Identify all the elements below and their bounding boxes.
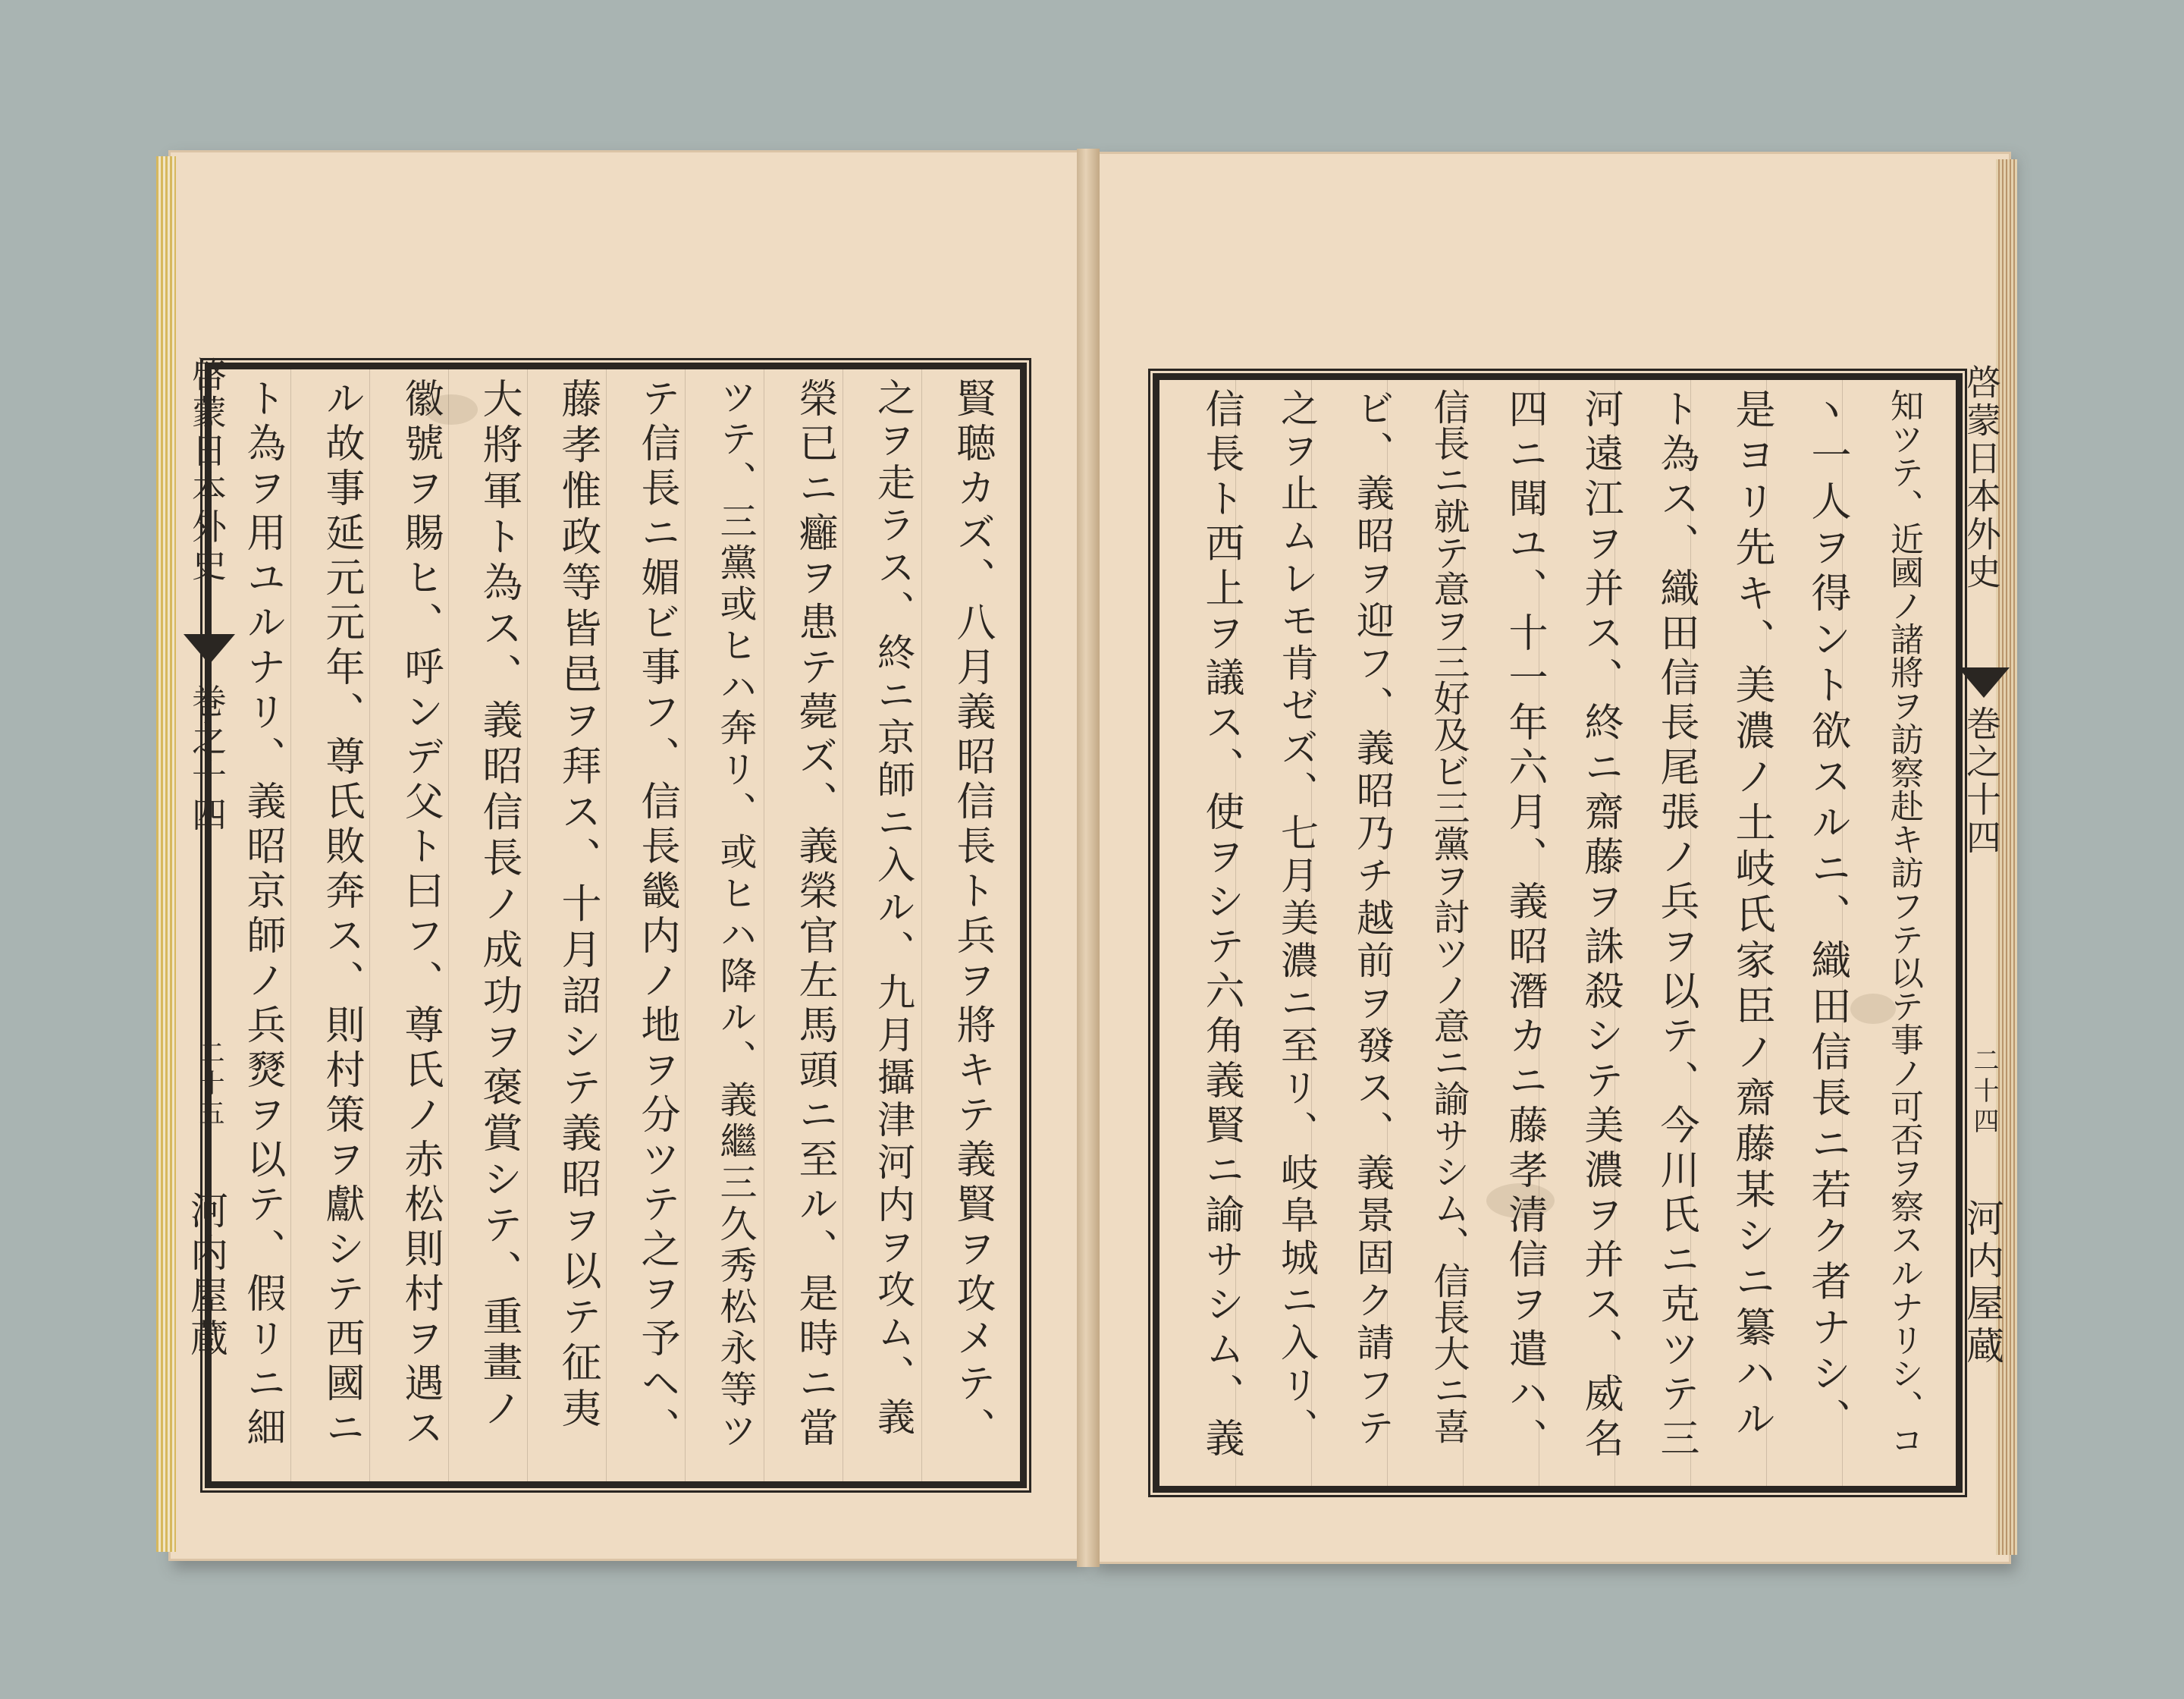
- text-column: 賢聴カズ、八月義昭信長ト兵ヲ將キテ義賢ヲ攻メテ、: [949, 378, 995, 1452]
- text-column: ト為ス、織田信長尾張ノ兵ヲ以テ、今川氏ニ克ツテ三: [1653, 388, 1699, 1462]
- left-page-edge: [156, 156, 176, 1552]
- text-column: ル故事延元元年、尊氏敗奔ス、則村策ヲ獻シテ西國ニ: [318, 378, 364, 1452]
- text-column: 之ヲ走ラス、終ニ京師ニ入ル、九月攝津河内ヲ攻ム、義: [871, 378, 915, 1440]
- text-column: 河遠江ヲ并ス、終ニ齋藤ヲ誅殺シテ美濃ヲ并ス、威名: [1577, 388, 1623, 1462]
- text-column: 榮已ニ癰ヲ患テ薨ズ、義榮官左馬頭ニ至ル、是時ニ當: [792, 378, 837, 1452]
- column-rule: [685, 369, 686, 1481]
- fold-mark-icon: [1958, 667, 2010, 698]
- column-rule: [290, 369, 291, 1481]
- text-column: 是ヨリ先キ、美濃ノ土岐氏家臣ノ齋藤某シニ纂ハル: [1729, 388, 1775, 1444]
- right-running-title: 啓蒙日本外史: [1961, 364, 2002, 592]
- column-rule: [606, 369, 607, 1481]
- column-rule: [921, 369, 922, 1481]
- text-column: ツテ、三黨或ヒハ奔リ、或ヒハ降ル、義繼三久秀松永等ツ: [714, 378, 758, 1452]
- fold-mark-icon: [184, 634, 235, 664]
- text-column: 大將軍ト為ス、義昭信長ノ成功ヲ褒賞シテ、重畫ノ: [476, 378, 522, 1434]
- book-spine: [1077, 149, 1100, 1567]
- text-column: 知ツテ、近國ノ諸將ヲ訪察赴キ訪フテ以テ事ノ可否ヲ察スルナリシ、コ: [1884, 388, 1923, 1456]
- text-column: 之ヲ止ムレモ肯ゼズ、七月美濃ニ至リ、岐阜城ニ入リ、: [1275, 388, 1319, 1450]
- text-column: ヽ一人ヲ得ント欲スルニ、織田信長ニ若ク者ナシ、: [1805, 388, 1851, 1444]
- column-rule: [527, 369, 528, 1481]
- column-rule: [369, 369, 370, 1481]
- text-column: 信長ニ就テ意ヲ三好及ビ三黨ヲ討ツノ意ニ諭サシム、信長大ニ喜: [1427, 388, 1470, 1444]
- text-column: 四ニ聞ユ、十一年六月、義昭潛カニ藤孝清信ヲ遣ハ、: [1502, 388, 1547, 1462]
- column-rule: [448, 369, 449, 1481]
- left-folio: 二十五: [194, 1039, 224, 1130]
- text-column: ト為ヲ用ユルナリ、義昭京師ノ兵燹ヲ以テ、假リニ細: [240, 378, 285, 1452]
- text-column: 藤孝惟政等皆邑ヲ拜ス、十月詔シテ義昭ヲ以テ征夷: [555, 378, 601, 1434]
- text-column: 徽號ヲ賜ヒ、呼ンデ父ト曰フ、尊氏ノ赤松則村ヲ遇ス: [397, 378, 443, 1452]
- right-folio: 二十四: [1969, 1047, 1999, 1138]
- text-column: ビ、義昭ヲ迎フ、義昭乃チ越前ヲ發ス、義景固ク請フテ: [1351, 388, 1395, 1450]
- text-column: 信長ト西上ヲ議ス、使ヲシテ六角義賢ニ諭サシム、義: [1198, 388, 1244, 1462]
- right-volume-label: 巻之十四: [1961, 705, 2002, 857]
- text-column: テ信長ニ媚ビ事フ、信長畿内ノ地ヲ分ツテ之ヲ予ヘ、: [634, 378, 679, 1452]
- left-publisher-mark: 河内屋蔵: [184, 1191, 228, 1361]
- left-volume-label: 巻之十四: [187, 683, 228, 834]
- right-publisher-mark: 河内屋蔵: [1960, 1198, 2004, 1368]
- left-running-title: 啓蒙日本外史: [187, 356, 228, 584]
